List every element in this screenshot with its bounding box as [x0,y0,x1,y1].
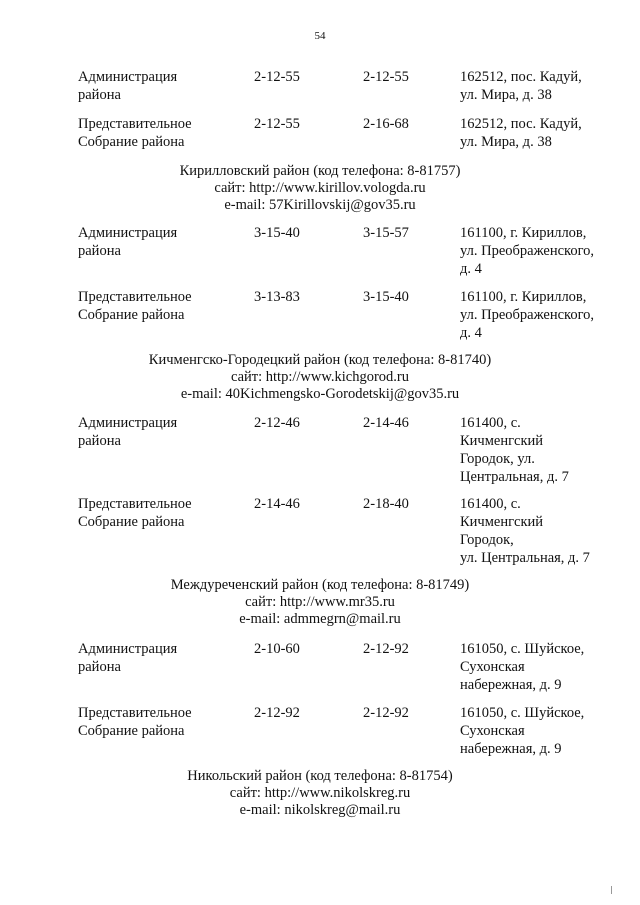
phone-secondary: 2-12-92 [363,641,409,657]
district-title: Кирилловский район (код телефона: 8-81757) [179,163,461,179]
district-header [0,768,640,819]
organization-name: Администрация района [78,225,178,259]
phone-primary: 2-12-46 [254,415,300,431]
phone-primary: 3-15-40 [254,225,300,241]
page-number: 54 [314,30,326,42]
address: 162512, пос. Кадуй, ул. Мира, д. 38 [460,69,582,103]
district-site: сайт: http://www.kirillov.vologda.ru [214,180,426,196]
district-email: e-mail: admmegrn@mail.ru [239,611,401,627]
phone-secondary: 2-12-92 [363,705,409,721]
phone-secondary: 2-18-40 [363,496,409,512]
organization-name: Представительное Собрание района [78,289,192,323]
address: 161050, с. Шуйское, Сухонская набережная, д. 9 [460,641,585,693]
organization-name: Администрация района [78,415,178,449]
district-title: Кичменгско-Городецкий район (код телефона: 8-81740) [148,352,492,368]
organization-name: Администрация района [78,641,178,675]
organization-name: Администрация района [78,69,178,103]
district-title: Междуреченский район (код телефона: 8-81749) [170,577,470,593]
address: 161400, с. Кичменгский Городок, ул. Центральная, д. 7 [460,496,590,566]
phone-primary: 2-14-46 [254,496,300,512]
district-site: сайт: http://www.nikolskreg.ru [229,785,411,801]
address: 161100, г. Кириллов, ул. Преображенского, д. 4 [460,289,595,341]
phone-secondary: 3-15-40 [363,289,409,305]
district-site: сайт: http://www.mr35.ru [245,594,395,610]
phone-primary: 3-13-83 [254,289,300,305]
phone-primary: 2-12-55 [254,69,300,85]
phone-secondary: 2-16-68 [363,116,409,132]
district-email: e-mail: 57Kirillovskij@gov35.ru [224,197,416,213]
phone-primary: 2-12-55 [254,116,300,132]
district-header [0,352,640,403]
address: 161100, г. Кириллов, ул. Преображенского, д. 4 [460,225,595,277]
phone-primary: 2-10-60 [254,641,300,657]
district-email: e-mail: nikolskreg@mail.ru [239,802,401,818]
district-header [0,577,640,628]
address: 162512, пос. Кадуй, ул. Мира, д. 38 [460,116,582,150]
organization-name: Представительное Собрание района [78,705,192,739]
organization-name: Представительное Собрание района [78,116,192,150]
organization-name: Представительное Собрание района [78,496,192,530]
address: 161050, с. Шуйское, Сухонская набережная, д. 9 [460,705,585,757]
scan-mark [611,886,612,894]
district-header [0,163,640,214]
district-title: Никольский район (код телефона: 8-81754) [187,768,453,784]
phone-secondary: 3-15-57 [363,225,409,241]
district-site: сайт: http://www.kichgorod.ru [230,369,410,385]
district-email: e-mail: 40Kichmengsko-Gorodetskij@gov35.ru [180,386,460,402]
address: 161400, с. Кичменгский Городок, ул. Центральная, д. 7 [460,415,569,485]
phone-secondary: 2-12-55 [363,69,409,85]
phone-secondary: 2-14-46 [363,415,409,431]
phone-primary: 2-12-92 [254,705,300,721]
